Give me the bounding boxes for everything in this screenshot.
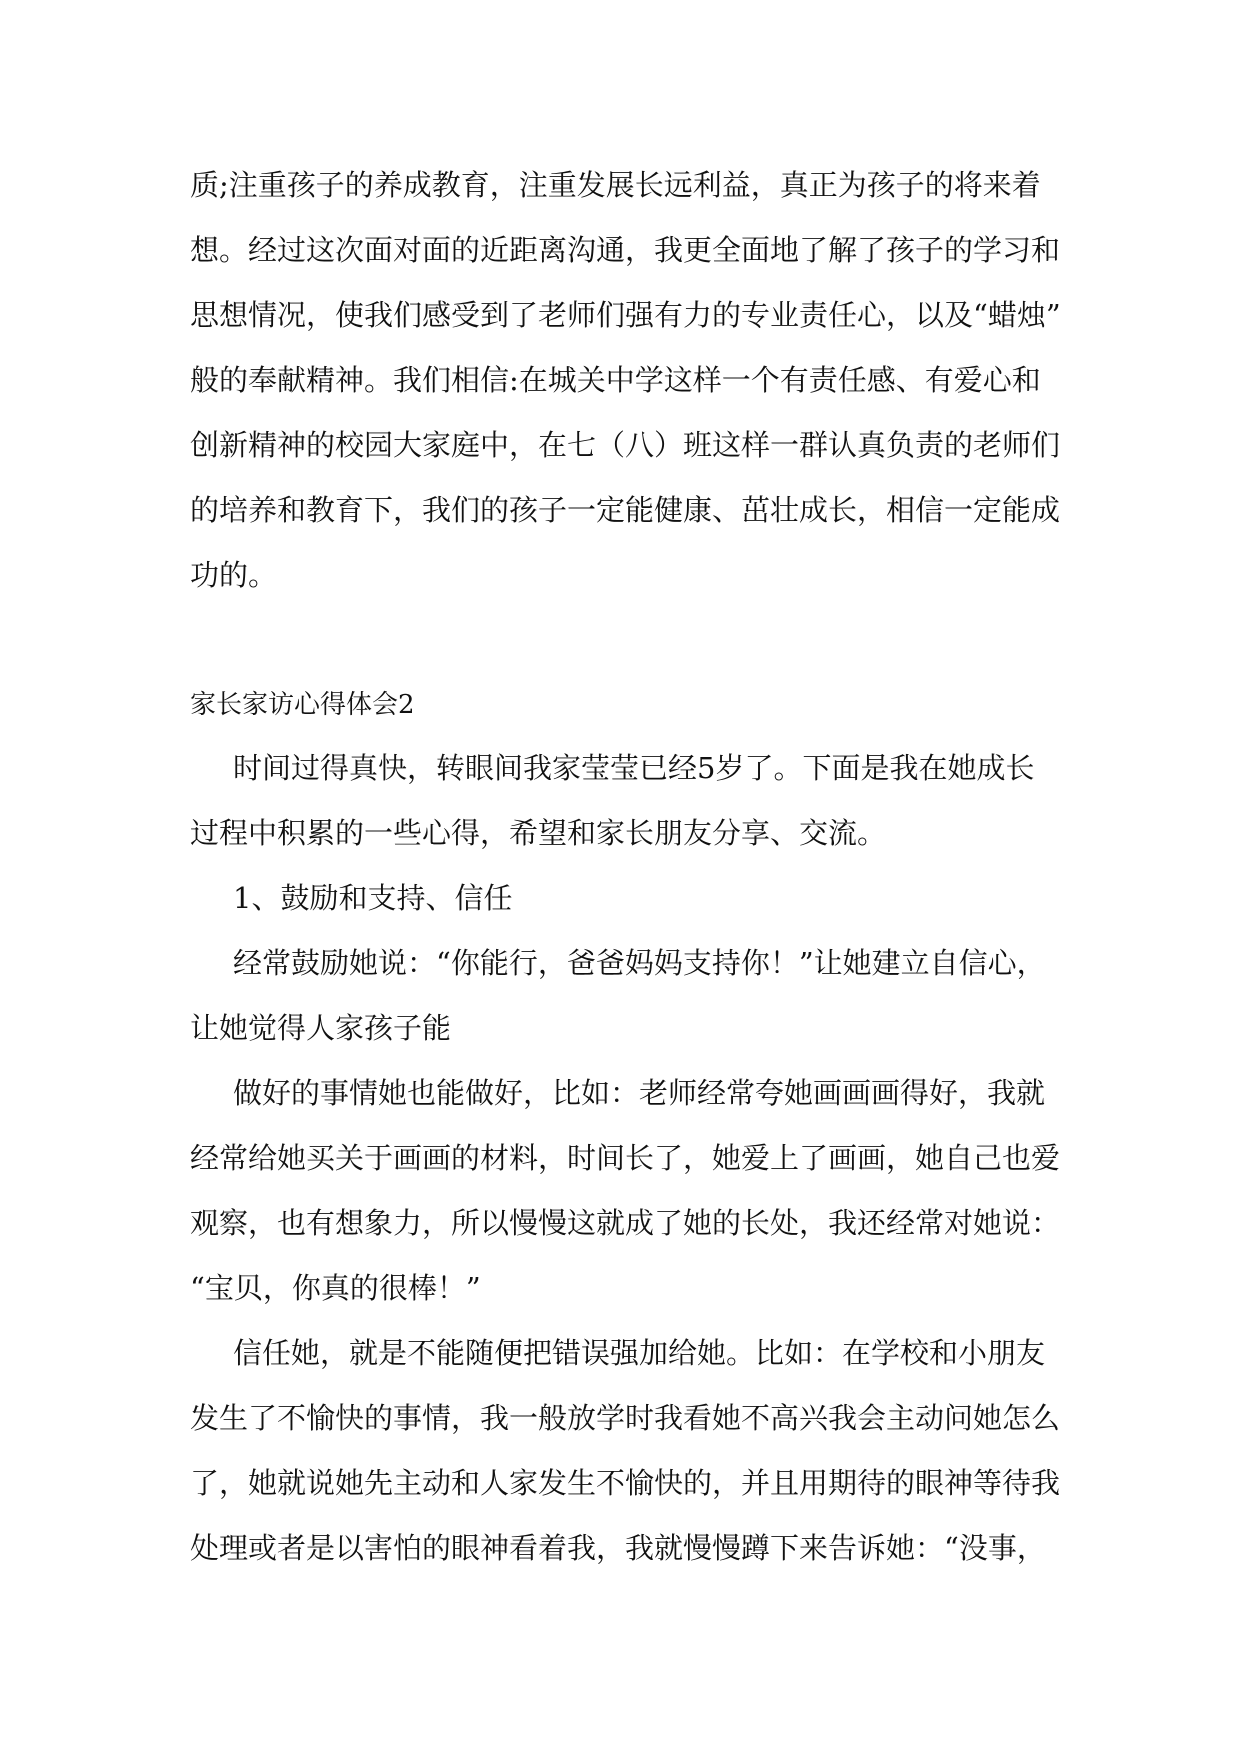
paragraph-line: 让她觉得人家孩子能 bbox=[190, 1011, 452, 1045]
paragraph-line: “宝贝，你真的很棒！” bbox=[190, 1271, 481, 1305]
paragraph-line: 功的。 bbox=[190, 558, 278, 592]
paragraph-line: 经常给她买关于画画的材料，时间长了，她爱上了画画，她自己也爱 bbox=[190, 1141, 1061, 1175]
section-heading: 家长家访心得体会2 bbox=[190, 690, 415, 720]
paragraph-line: 时间过得真快，转眼间我家莹莹已经5岁了。下面是我在她成长 bbox=[233, 751, 1035, 785]
paragraph-line: 发生了不愉快的事情，我一般放学时我看她不高兴我会主动问她怎么 bbox=[190, 1401, 1061, 1435]
paragraph-line: 做好的事情她也能做好，比如：老师经常夸她画画画得好，我就 bbox=[233, 1076, 1046, 1110]
paragraph-line: 创新精神的校园大家庭中，在七（八）班这样一群认真负责的老师们 bbox=[190, 428, 1061, 462]
paragraph-line: 质;注重孩子的养成教育，注重发展长远利益，真正为孩子的将来着 bbox=[190, 168, 1041, 202]
paragraph-line: 思想情况，使我们感受到了老师们强有力的专业责任心，以及“蜡烛” bbox=[190, 298, 1061, 332]
paragraph-line: 了，她就说她先主动和人家发生不愉快的，并且用期待的眼神等待我 bbox=[190, 1466, 1061, 1500]
paragraph-line: 般的奉献精神。我们相信:在城关中学这样一个有责任感、有爱心和 bbox=[190, 363, 1041, 397]
paragraph-line: 经常鼓励她说：“你能行，爸爸妈妈支持你！”让她建立自信心， bbox=[233, 946, 1046, 980]
paragraph-line: 想。经过这次面对面的近距离沟通，我更全面地了解了孩子的学习和 bbox=[190, 233, 1061, 267]
paragraph-line: 处理或者是以害怕的眼神看着我，我就慢慢蹲下来告诉她：“没事， bbox=[190, 1531, 1046, 1565]
paragraph-line: 的培养和教育下，我们的孩子一定能健康、茁壮成长，相信一定能成 bbox=[190, 493, 1061, 527]
paragraph-line: 过程中积累的一些心得，希望和家长朋友分享、交流。 bbox=[190, 816, 887, 850]
paragraph-line: 观察，也有想象力，所以慢慢这就成了她的长处，我还经常对她说： bbox=[190, 1206, 1061, 1240]
subheading-line: 1、鼓励和支持、信任 bbox=[233, 881, 513, 915]
paragraph-line: 信任她，就是不能随便把错误强加给她。比如：在学校和小朋友 bbox=[233, 1336, 1046, 1370]
